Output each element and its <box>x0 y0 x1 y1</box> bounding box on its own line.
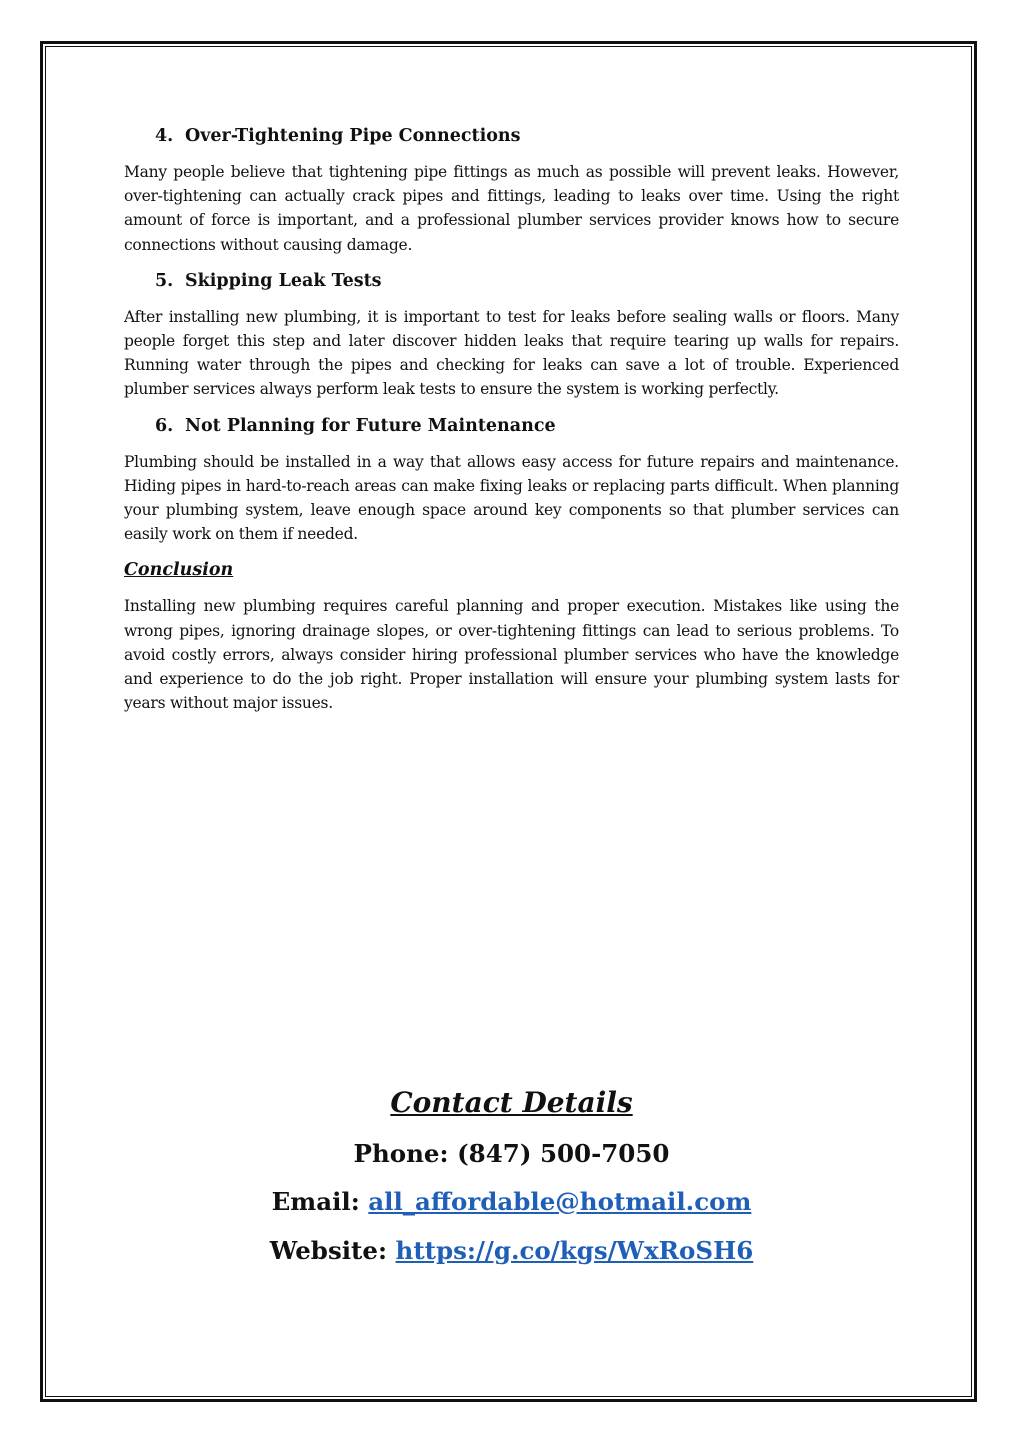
section-number: 4. <box>155 126 174 146</box>
phone-value: (847) 500-7050 <box>457 1139 670 1168</box>
conclusion-paragraph: Installing new plumbing requires careful planning and proper execution. Mistakes like using the wrong pipes, ignoring drainage slopes, or over-tightening fittings can lead to serious problems. To avoid costly errors, always consider hiring professional plumber services who have the knowledge and experience to do the job right. Proper installation will ensure your plumbing system lasts for years without major issues. <box>124 597 899 713</box>
contact-details-heading: Contact Details <box>390 1086 633 1119</box>
email-label: Email: <box>271 1187 360 1216</box>
section-heading-6 <box>124 414 899 438</box>
section-title: Over-Tightening Pipe Connections <box>185 126 521 146</box>
document-body <box>124 124 899 727</box>
section-heading-5 <box>124 269 899 293</box>
contact-website <box>0 1234 1023 1268</box>
contact-phone <box>0 1137 1023 1171</box>
section-paragraph-4: Many people believe that tightening pipe fittings as much as possible will prevent leaks. However, over-tightening can actually crack pipes and fittings, leading to leaks over time. Using the right amount of force is important, and a professional plumber services provider knows how to secure connections without causing damage. <box>124 163 899 254</box>
section-number: 6. <box>155 415 174 436</box>
website-label: Website: <box>269 1236 387 1265</box>
section-paragraph-5: After installing new plumbing, it is important to test for leaks before sealing walls or floors. Many people forget this step and later discover hidden leaks that require tearing up walls for repairs. Running water through the pipes and checking for leaks can save a lot of trouble. Experienced plumber services always perform leak tests to ensure the system is working perfectly. <box>124 307 899 399</box>
section-title: Skipping Leak Tests <box>185 270 382 291</box>
phone-label: Phone: <box>353 1139 449 1168</box>
section-title: Not Planning for Future Maintenance <box>185 415 556 436</box>
section-paragraph-6: Plumbing should be installed in a way that allows easy access for future repairs and maintenance. Hiding pipes in hard-to-reach areas can make fixing leaks or replacing parts difficult. When planning your plumbing system, leave enough space around key components so that plumber services can easily work on them if needed. <box>124 452 899 544</box>
contact-email <box>0 1185 1023 1219</box>
conclusion-heading: Conclusion <box>124 560 234 581</box>
website-link[interactable]: https://g.co/kgs/WxRoSH6 <box>395 1236 754 1265</box>
section-heading-4 <box>124 124 899 148</box>
email-link[interactable]: all_affordable@hotmail.com <box>368 1187 752 1216</box>
section-number: 5. <box>155 270 174 291</box>
